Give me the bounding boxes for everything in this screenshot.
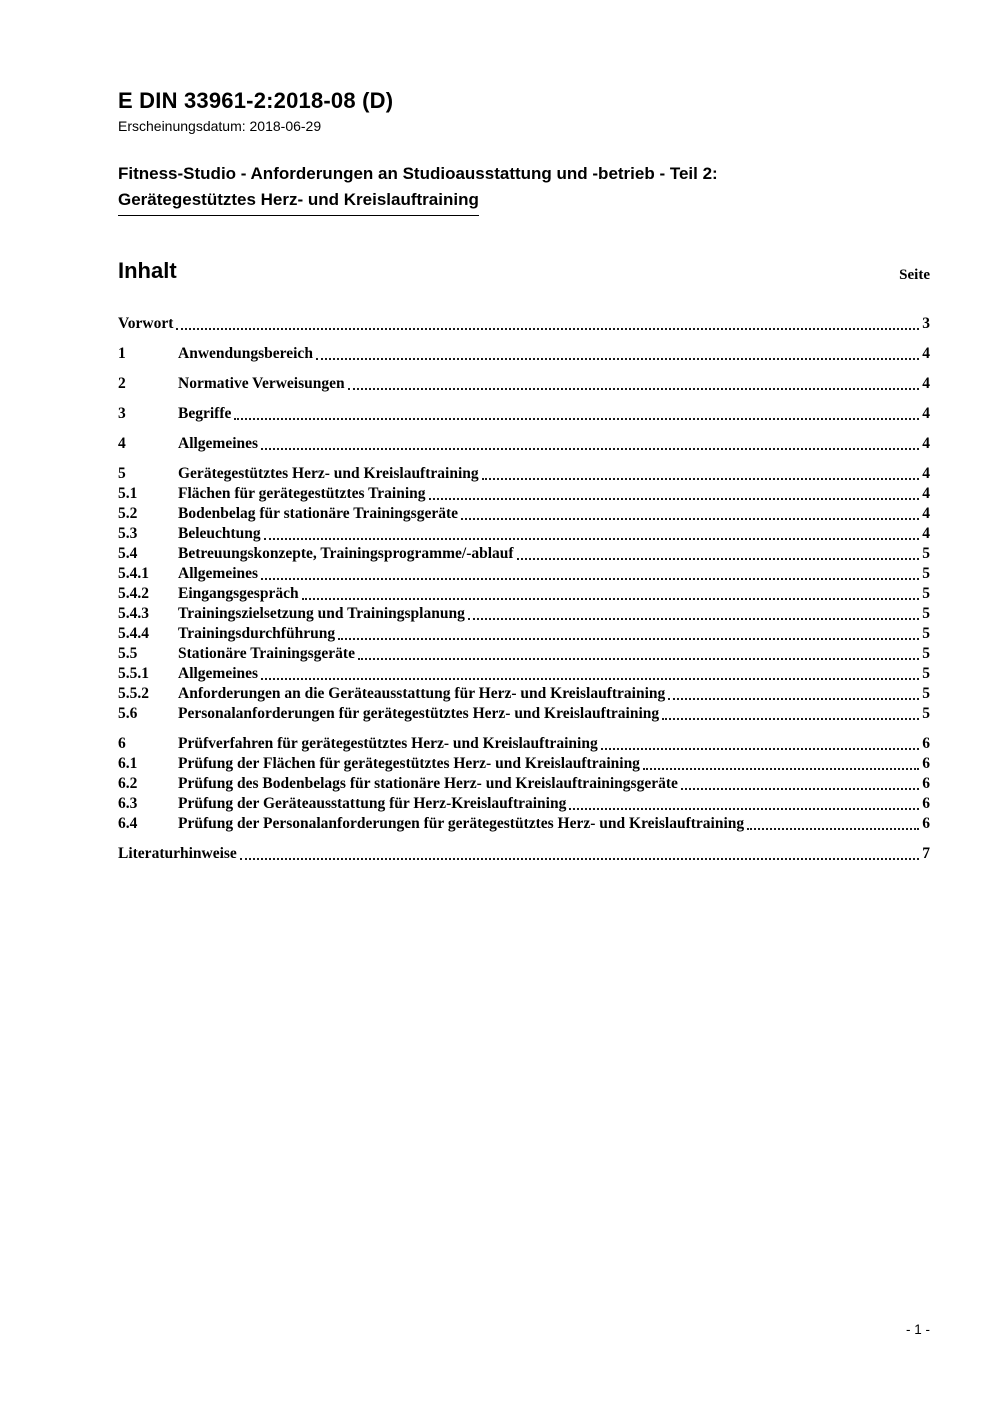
toc-leader-dots [601,748,920,750]
toc-entry-page: 4 [922,505,930,522]
toc-leader-dots [517,558,920,560]
toc-entry-title: Gerätegestütztes Herz- und Kreislauftraining [178,465,479,482]
toc-leader-dots [429,498,920,500]
toc-entry [118,794,930,814]
toc-leader-dots [468,618,919,620]
toc-entry-page: 5 [922,625,930,642]
toc-entry-number: 5.3 [118,525,138,542]
toc-leader-dots [338,638,919,640]
toc-entry-page: 6 [922,775,930,792]
toc-leader-dots [240,858,919,860]
toc-entry [118,624,930,644]
toc-entry-title: Trainingszielsetzung und Trainingsplanung [178,605,465,622]
page-column-label: Seite [899,267,930,283]
toc-leader-dots [569,808,919,810]
toc-entry [118,434,930,454]
toc-entry [118,564,930,584]
toc-entry-page: 5 [922,605,930,622]
document-title-line2: Gerätegestütztes Herz- und Kreislauftraining [118,187,479,216]
toc-leader-dots [302,598,920,600]
toc-entry-page: 6 [922,815,930,832]
toc-entry-number: 4 [118,435,126,452]
toc-entry-number: 5.2 [118,505,138,522]
toc-entry-page: 4 [922,465,930,482]
toc-entry-page: 4 [922,345,930,362]
toc-entry-title: Eingangsgespräch [178,585,299,602]
toc-entry-page: 5 [922,565,930,582]
toc-entry [118,774,930,794]
toc-leader-dots [358,658,919,660]
toc-entry-number: 5.4 [118,545,138,562]
toc-entry [118,814,930,834]
toc-entry [118,684,930,704]
toc-entry [118,374,930,394]
toc-entry-page: 5 [922,585,930,602]
toc-entry-title: Prüfung des Bodenbelags für stationäre Herz- und Kreislauftrainingsgeräte [178,775,678,792]
toc-entry-page: 4 [922,405,930,422]
toc-leader-dots [662,718,919,720]
toc-entry-page: 5 [922,645,930,662]
toc-entry-number: 5.4.1 [118,565,149,582]
toc-entry-title: Flächen für gerätegestütztes Training [178,485,426,502]
toc-entry-number: 6.4 [118,815,138,832]
toc-entry-page: 5 [922,705,930,722]
toc-leader-dots [264,538,920,540]
toc-entry-title: Vorwort [118,315,174,332]
toc-entry-title: Anwendungsbereich [178,345,313,362]
toc-entry [118,524,930,544]
toc-entry-number: 5.5 [118,645,138,662]
document-title-line1: Fitness-Studio - Anforderungen an Studioausstattung und -betrieb - Teil 2: [118,164,718,183]
toc-entry-number: 5.4.4 [118,625,149,642]
toc-entry [118,664,930,684]
toc-entry [118,644,930,664]
toc-leader-dots [348,388,920,390]
toc-heading: Inhalt [118,258,177,283]
toc-entry-page: 6 [922,735,930,752]
toc-entry [118,844,930,864]
toc-entry-page: 6 [922,795,930,812]
toc-entry-page: 5 [922,665,930,682]
toc-entry-page: 5 [922,545,930,562]
toc-entry-number: 6.1 [118,755,138,772]
toc-leader-dots [482,478,920,480]
toc-entry [118,704,930,724]
toc-entry-title: Prüfung der Flächen für gerätegestütztes Herz- und Kreislauftraining [178,755,640,772]
toc-entry-page: 4 [922,525,930,542]
toc-leader-dots [261,678,919,680]
toc-entry-title: Betreuungskonzepte, Trainingsprogramme/-ablauf [178,545,514,562]
toc-entry-number: 6.3 [118,795,138,812]
document-code: E DIN 33961-2:2018-08 (D) [118,88,394,113]
toc-entry-number: 5.4.2 [118,585,149,602]
toc-entry [118,734,930,754]
toc-leader-dots [461,518,919,520]
toc-entry [118,504,930,524]
toc-entry-number: 5.1 [118,485,138,502]
toc-entry-number: 3 [118,405,126,422]
toc-entry-title: Trainingsdurchführung [178,625,336,642]
toc-entry-title: Begriffe [178,405,232,422]
toc-entry-number: 5.5.1 [118,665,149,682]
toc-entry-number: 5.4.3 [118,605,149,622]
toc-entry-page: 6 [922,755,930,772]
toc-entry [118,544,930,564]
toc-entry-number: 5 [118,465,126,482]
toc-entry-page: 4 [922,375,930,392]
toc-entry-page: 4 [922,435,930,452]
toc-entry-page: 7 [922,845,930,862]
toc-entry-title: Allgemeines [178,665,259,682]
page-number-footer: - 1 - [905,1322,930,1337]
toc-leader-dots [681,788,919,790]
toc-entry [118,754,930,774]
toc-entry-page: 4 [922,485,930,502]
toc-entry-number: 5.6 [118,705,138,722]
toc-leader-dots [747,828,919,830]
toc-entry [118,604,930,624]
toc-header [118,258,930,284]
toc-entry-title: Allgemeines [178,565,259,582]
toc-entry-title: Prüfverfahren für gerätegestütztes Herz- und Kreislauftraining [178,735,598,752]
toc-entry [118,404,930,424]
toc-list [118,314,930,864]
toc-entry-title: Personalanforderungen für gerätegestütztes Herz- und Kreislauftraining [178,705,660,722]
toc-entry [118,314,930,334]
toc-leader-dots [643,768,919,770]
toc-entry-number: 5.5.2 [118,685,149,702]
toc-entry-number: 1 [118,345,126,362]
toc-entry-number: 6 [118,735,126,752]
publication-date: Erscheinungsdatum: 2018-06-29 [118,118,322,134]
toc-leader-dots [261,578,919,580]
toc-entry-title: Allgemeines [178,435,259,452]
toc-leader-dots [234,418,919,420]
document-title [118,161,930,216]
toc-entry-title: Prüfung der Geräteausstattung für Herz-Kreislauftraining [178,795,567,812]
toc-entry-title: Prüfung der Personalanforderungen für gerätegestütztes Herz- und Kreislauftraining [178,815,745,832]
toc-entry-title: Stationäre Trainingsgeräte [178,645,355,662]
toc-leader-dots [316,358,919,360]
toc-entry-page: 5 [922,685,930,702]
toc-entry-title: Normative Verweisungen [178,375,345,392]
toc-entry [118,584,930,604]
toc-leader-dots [668,698,919,700]
toc-entry-number: 6.2 [118,775,138,792]
toc-entry-title: Literaturhinweise [118,845,237,862]
toc-entry-title: Anforderungen an die Geräteausstattung für Herz- und Kreislauftraining [178,685,666,702]
toc-entry-title: Beleuchtung [178,525,261,542]
toc-entry [118,464,930,484]
toc-entry-title: Bodenbelag für stationäre Trainingsgeräte [178,505,459,522]
toc-entry [118,484,930,504]
toc-entry [118,344,930,364]
toc-leader-dots [176,328,919,330]
toc-entry-number: 2 [118,375,126,392]
toc-leader-dots [261,448,919,450]
toc-entry-page: 3 [922,315,930,332]
